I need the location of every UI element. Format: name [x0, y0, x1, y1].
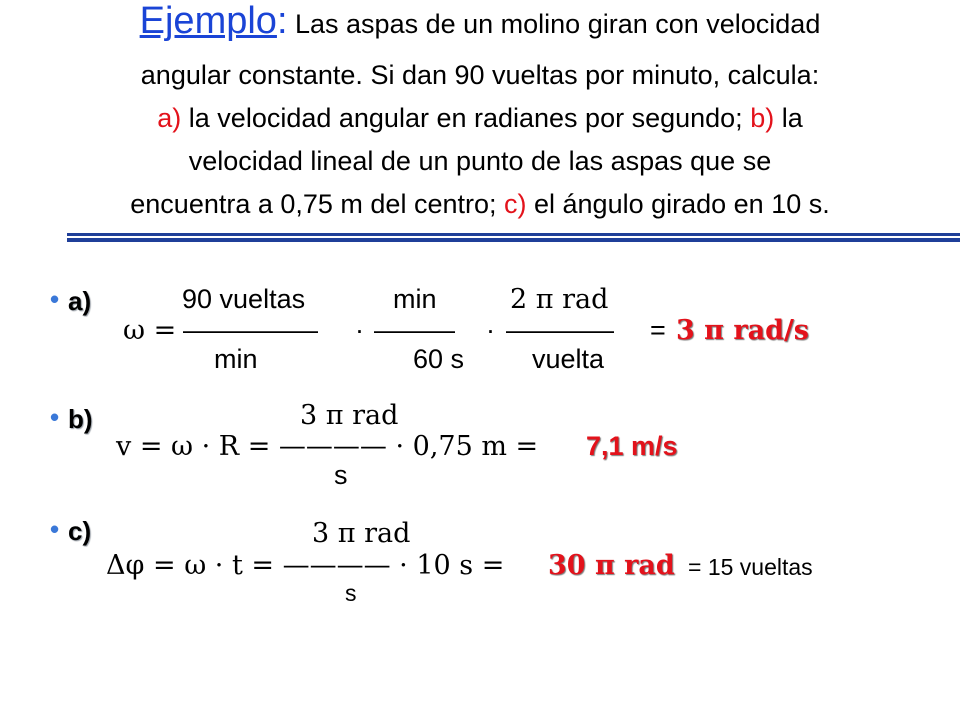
part-c-label: c) [68, 516, 92, 546]
title-divider [67, 233, 960, 243]
dot-operator: · [355, 315, 364, 345]
turns-equivalent: = 15 vueltas [688, 554, 813, 580]
fraction-numerator: 3 π rad [300, 400, 399, 431]
bullet-icon: • [50, 402, 60, 432]
fraction-2-numerator: min [393, 284, 437, 314]
velocity-equation: v = ω · R = ———— · 0,75 m = [116, 431, 539, 462]
fraction-bar-3: ———— [506, 315, 614, 345]
part-b-label: b) [68, 404, 93, 434]
angle-equation: Δφ = ω · t = ———— · 10 s = [106, 550, 505, 581]
fraction-denominator: s [334, 460, 348, 490]
part-a-result: 3 π rad/s [676, 315, 810, 346]
fraction-denominator: s [345, 580, 357, 606]
statement-line-5: encuentra a 0,75 m del centro; c) el ángulo girado en 10 s. [130, 189, 830, 219]
example-heading: Ejemplo [139, 0, 277, 42]
fraction-3-denominator: vuelta [532, 344, 605, 374]
fraction-1-denominator: min [214, 344, 258, 374]
fraction-numerator: 3 π rad [312, 518, 411, 549]
bullet-icon: • [50, 514, 60, 544]
part-c-result: 30 π rad [548, 550, 675, 581]
part-a-label: a) [68, 286, 92, 316]
part-b-result: 7,1 m/s [586, 431, 678, 461]
statement-line-4: velocidad lineal de un punto de las aspas que se [188, 146, 772, 176]
statement-line-3: a) la velocidad angular en radianes por segundo; b) la [157, 103, 803, 133]
fraction-bar-1: ————— [183, 315, 318, 345]
omega-lhs: ω = [123, 315, 177, 346]
bullet-icon: • [50, 284, 60, 314]
fraction-2-denominator: 60 s [413, 344, 465, 374]
dot-operator: · [486, 315, 495, 345]
equals-sign: = [650, 315, 666, 345]
fraction-bar-2: ——— [374, 315, 455, 345]
statement-line-2: angular constante. Si dan 90 vueltas por minuto, calcula: [140, 60, 820, 90]
fraction-3-numerator: 2 π rad [510, 284, 609, 315]
fraction-1-numerator: 90 vueltas [182, 284, 306, 314]
statement-line-1: Ejemplo: Las aspas de un molino giran con velocidad [139, 0, 821, 42]
